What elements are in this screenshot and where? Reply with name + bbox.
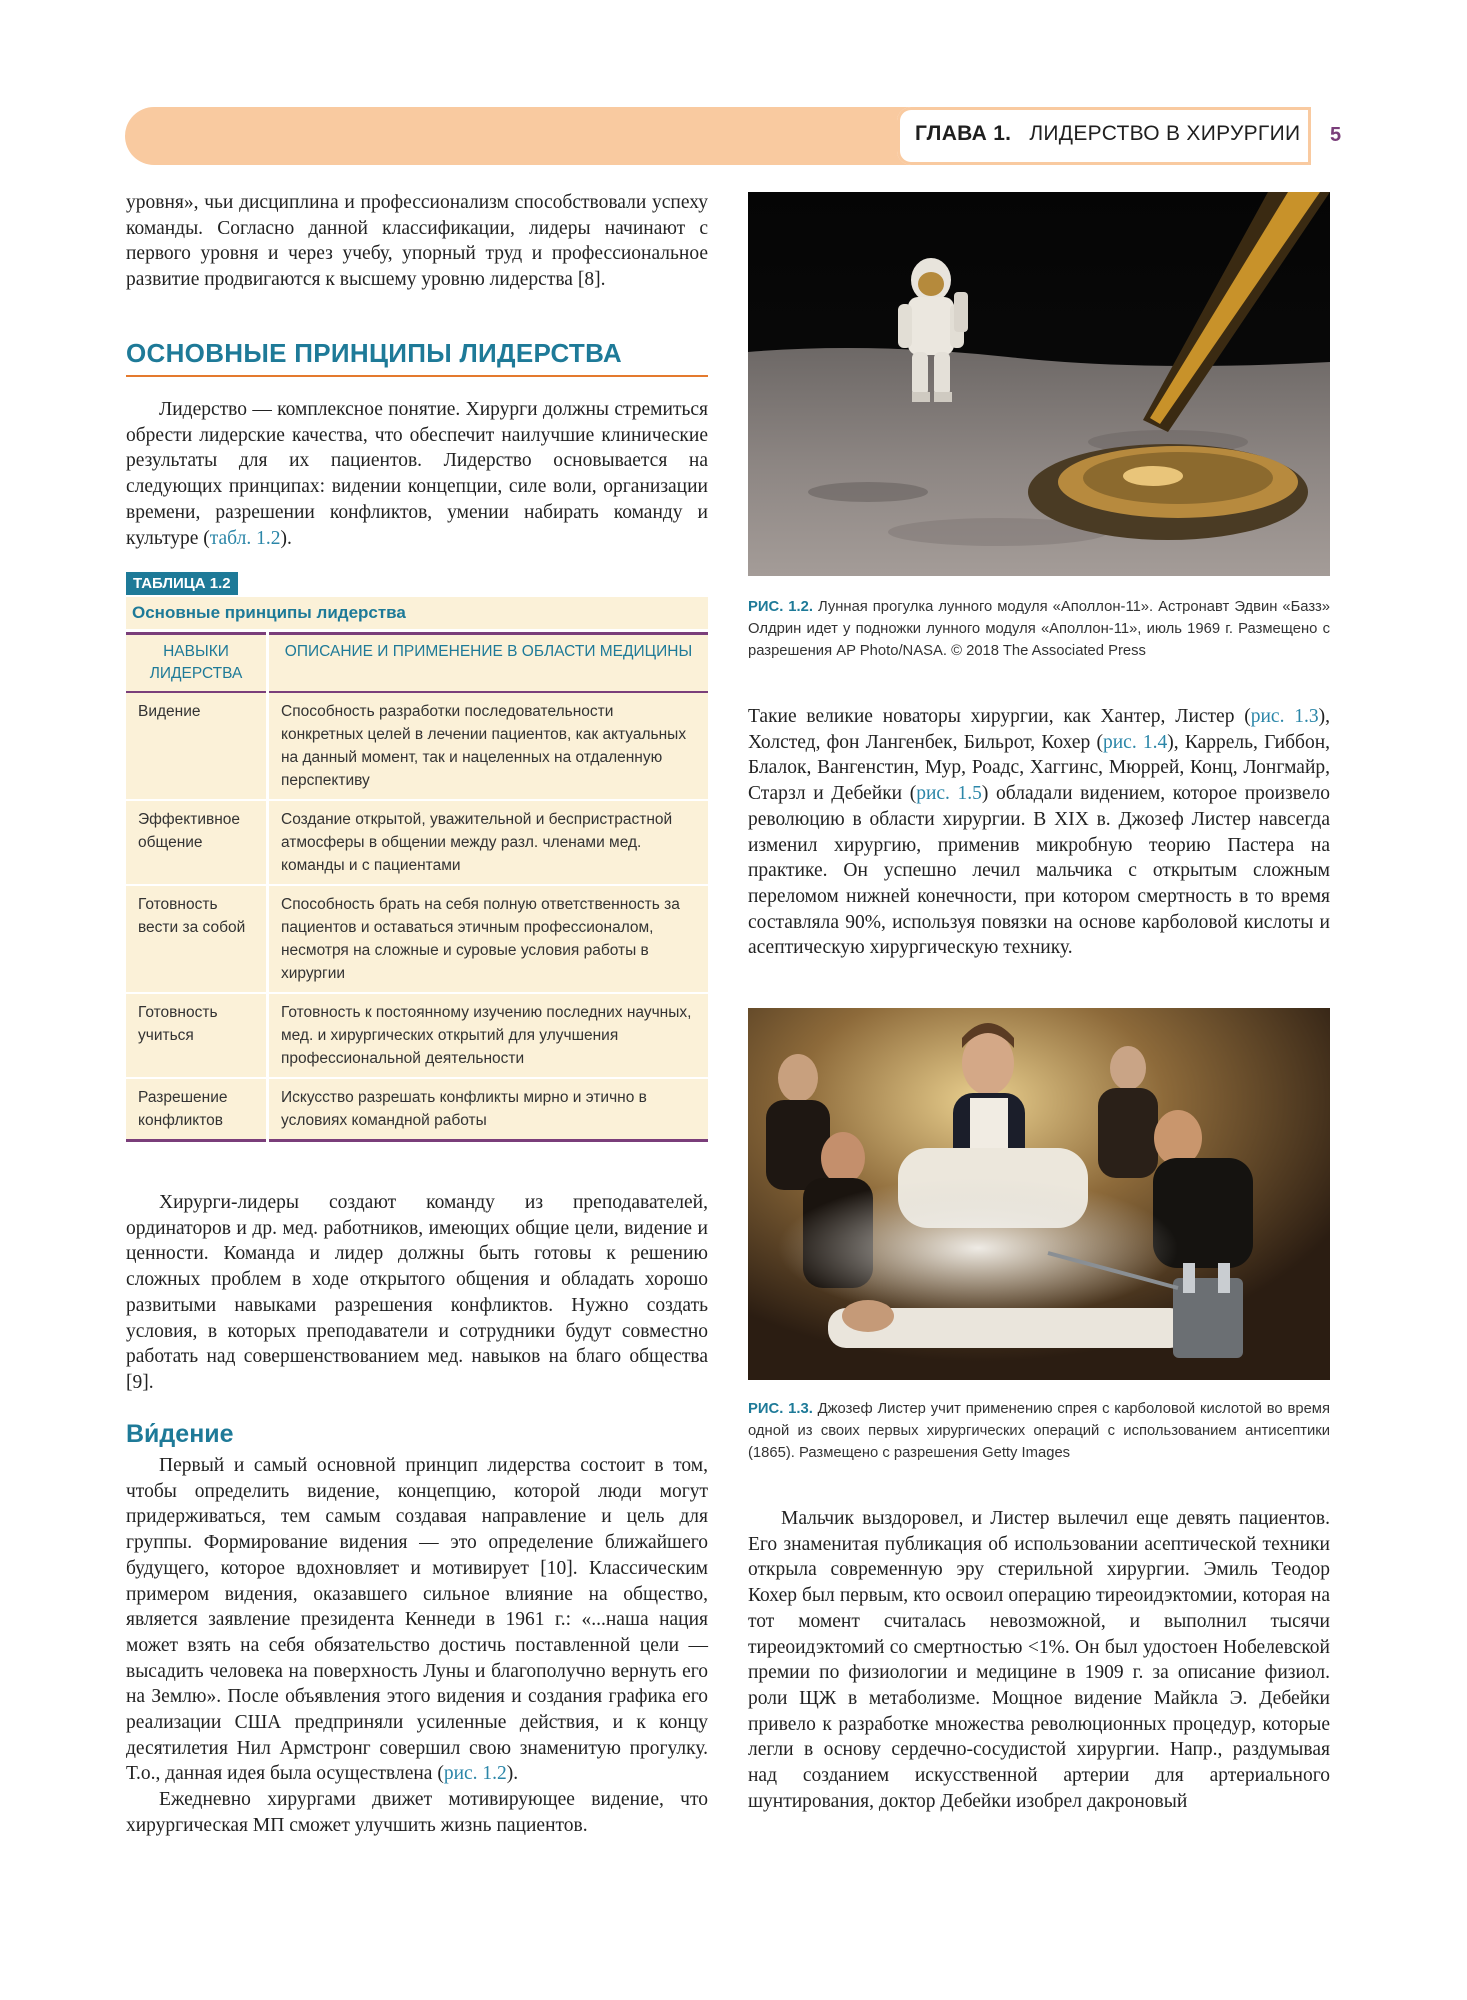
moon-walk-photo xyxy=(748,192,1330,576)
table-cell-skill: Эффективное общение xyxy=(126,800,268,885)
figure-1-3-label: РИС. 1.3. xyxy=(748,1401,813,1417)
table-cell-desc: Искусство разрешать конфликты мирно и этично в условиях командной работы xyxy=(268,1078,709,1141)
right-p6-block xyxy=(748,1506,1330,1814)
figure-1-2-label: РИС. 1.2. xyxy=(748,599,813,615)
team-paragraph: Хирурги-лидеры создают команду из преподавателей, ординаторов и др. мед. работников, имеющих общие цели, видение и ценности. Команда и лидер должны быть готовы к решению сложных проблем в ходе открытого общения и обладать хорошо развитыми навыками разрешения конфликтов. Нужно создать условия, в которых преподаватели и сотрудники будут совместно работать над совершенствованием мед. навыков на благо общества [9]. xyxy=(126,1192,708,1393)
table-title: Основные принципы лидерства xyxy=(132,603,406,622)
figure-link[interactable]: рис. 1.3 xyxy=(1250,706,1319,727)
table-row xyxy=(126,800,708,885)
right-p5-block xyxy=(748,704,1330,961)
table-header-row xyxy=(126,634,708,693)
figure-link[interactable]: рис. 1.4 xyxy=(1103,731,1168,753)
kocher-paragraph: Мальчик выздоровел, и Листер вылечил еще девять пациентов. Его знаменитая публикация об использовании асептической техники открыла современную эру стерильной хирургии. Эмиль Теодор Кохер был первым, кто освоил операцию тиреоидэктомии, которая на тот момент считалась невозможной, и выполнил тысячи тиреоидэктомий со смертностью <1%. Он был удостоен Нобелевской премии по физиологии и медицине в 1909 г. за описание физиол. роли ЩЖ в метаболизме. Мощное видение Майкла Э. Дебейки привело к разработке множества революционных процедур, которые легли в основу сердечно-сосудистой хирургии. Напр., раздумывая над созданием искусственной артерии для артериального шунтирования, доктор Дебейки изобрел дакроновый xyxy=(748,1508,1330,1812)
left-p1-block xyxy=(126,397,708,551)
table-cell-desc: Создание открытой, уважительной и беспристрастной атмосферы в общении между разл. членами мед. команды и с пациентами xyxy=(268,800,709,885)
table-cell-skill: Видение xyxy=(126,692,268,800)
vision-paragraph: Первый и самый основной принцип лидерства состоит в том, чтобы определить видение, концепцию, которой люди могут придерживаться, тем самым создавая направление и цель для группы. Формирование видения — это определение ближайшего будущего, которое вдохновляет и мотивирует [10]. Классическим примером видения, оказавшего сильное влияние на общество, является заявление президента Кеннеди в 1961 г.: «...наша нация может взять на себя обязательство достичь поставленной цели — высадить человека на поверхность Луны и благополучно вернуть его на Землю». После объявления этого видения и создания графика его реализации США предприняли усиленные действия, и к концу десятилетия Нил Армстронг совершил свою знаменитую прогулку. Т.о., данная идея была осуществлена (рис. 1.2). xyxy=(126,1455,708,1785)
table-cell-skill: Готовность учиться xyxy=(126,993,268,1078)
table-row xyxy=(126,993,708,1078)
figure-link[interactable]: рис. 1.2 xyxy=(443,1763,507,1785)
table-cell-skill: Готовность вести за собой xyxy=(126,885,268,993)
col-header-skills: НАВЫКИ ЛИДЕРСТВА xyxy=(126,634,268,693)
figure-1-2-text: Лунная прогулка лунного модуля «Аполлон-11». Астронавт Эдвин «Базз» Олдрин идет у подножки лунного модуля «Аполлон-11», июль 1969 г. Размещено с разрешения AP Photo/NASA. © 2018 The Associated Press xyxy=(748,599,1331,659)
table-cell-desc: Способность разработки последовательности конкретных целей в лечении пациентов, как актуальных на данный момент, так и нацеленных на отдаленную перспективу xyxy=(268,692,709,800)
table-row xyxy=(126,692,708,800)
chapter-title: ЛИДЕРСТВО В ХИРУРГИИ xyxy=(1029,122,1301,145)
figure-link[interactable]: рис. 1.5 xyxy=(916,783,982,805)
figure-1-2-caption xyxy=(748,596,1330,662)
table-label: ТАБЛИЦА 1.2 xyxy=(126,572,238,595)
table-cell-skill: Разрешение конфликтов xyxy=(126,1078,268,1141)
innovators-paragraph: Такие великие новаторы хирургии, как Хантер, Листер (рис. 1.3), Холстед, фон Лангенбек, Бильрот, Кохер (рис. 1.4), Каррель, Гиббон, Блалок, Вангенстин, Мур, Роадс, Хаггинс, Мюррей, Конц, Лонгмайр, Старзл и Дебейки (рис. 1.5) обладали видением, которое произвело революцию в области хирургии. В XIX в. Джозеф Листер навсегда изменил хирургию, применив микробную теорию Пастера на практике. Он успешно лечил мальчика с открытым сложным переломом нижней конечности, при котором смертность в то время составляла 90%, используя повязки на основе карболовой кислоты и асептическую хирургическую технику. xyxy=(748,706,1331,959)
lister-painting xyxy=(748,1008,1330,1380)
motivation-paragraph: Ежедневно хирургами движет мотивирующее видение, что хирургическая МП сможет улучшить жизнь пациентов. xyxy=(126,1789,708,1836)
running-header xyxy=(915,122,1300,146)
page-number: 5 xyxy=(1330,124,1342,146)
col-header-description: ОПИСАНИЕ И ПРИМЕНЕНИЕ В ОБЛАСТИ МЕДИЦИНЫ xyxy=(268,634,709,693)
left-intro xyxy=(126,190,708,293)
left-p3-block xyxy=(126,1453,708,1839)
table-row xyxy=(126,885,708,993)
figure-1-3-caption xyxy=(748,1398,1330,1464)
principles-table xyxy=(126,632,708,1142)
intro-paragraph: уровня», чьи дисциплина и профессионализм способствовали успеху команды. Согласно данной классификации, лидеры начинают с первого уровня и через учебу, упорный труд и профессиональное развитие продвигаются к высшему уровню лидерства [8]. xyxy=(126,192,708,291)
table-cell-desc: Готовность к постоянному изучению последних научных, мед. и хирургических открытий для улучшения профессиональной деятельности xyxy=(268,993,709,1078)
principles-paragraph: Лидерство — комплексное понятие. Хирурги должны стремиться обрести лидерские качества, что обеспечит наилучшие клинические результаты для их пациентов. Лидерство основывается на следующих принципах: видении концепции, силе воли, организации времени, разрешении конфликтов, умении набирать команду и культуре (табл. 1.2). xyxy=(126,399,708,549)
table-row xyxy=(126,1078,708,1141)
subsection-title: Ви́дение xyxy=(126,1420,234,1448)
table-cell-desc: Способность брать на себя полную ответственность за пациентов и оставаться этичным профессионалом, несмотря на сложные и суровые условия работы в хирургии xyxy=(268,885,709,993)
figure-1-3-text: Джозеф Листер учит применению спрея с карболовой кислотой во время одной из своих первых хирургических операций с использованием антисептики (1865). Размещено с разрешения Getty Images xyxy=(748,1401,1330,1461)
table-link[interactable]: табл. 1.2 xyxy=(209,527,281,549)
left-p2-block xyxy=(126,1190,708,1396)
chapter-number: ГЛАВА 1. xyxy=(915,122,1012,145)
section-title: ОСНОВНЫЕ ПРИНЦИПЫ ЛИДЕРСТВА xyxy=(126,338,708,377)
